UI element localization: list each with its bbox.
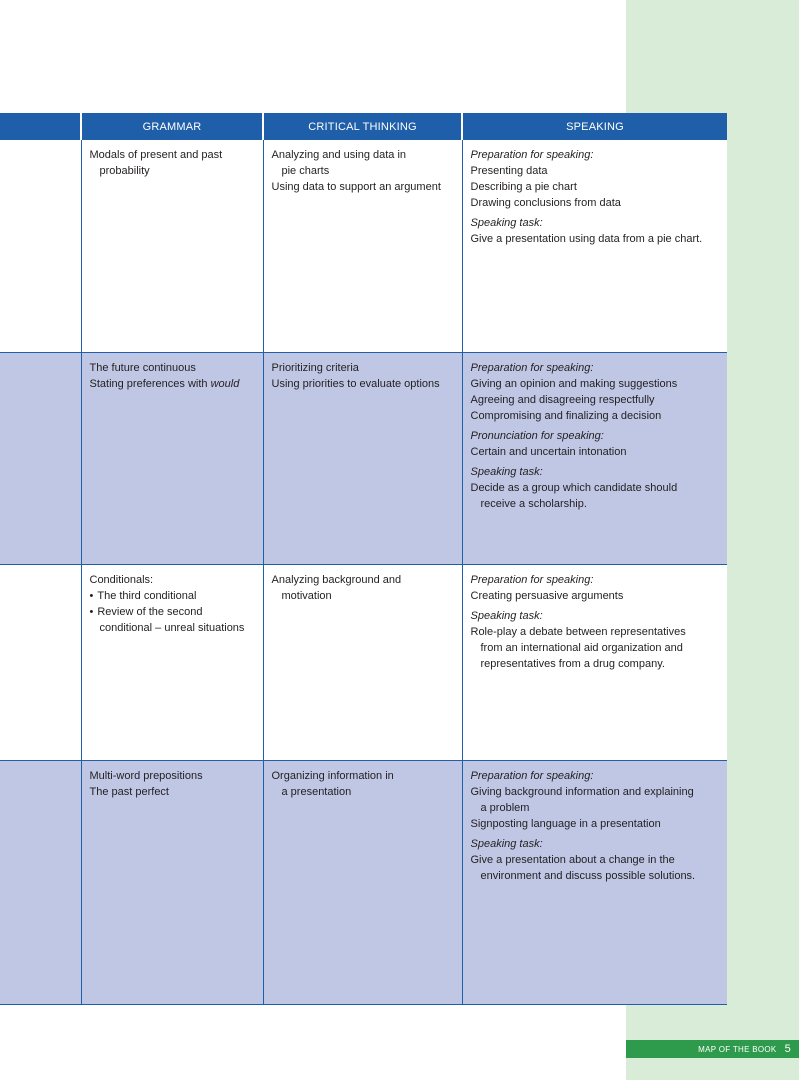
critical-line: Using data to support an argument bbox=[271, 181, 441, 193]
critical-line: a presentation bbox=[281, 785, 352, 798]
task-line: representatives from a drug company. bbox=[480, 657, 665, 670]
grammar-line: probability bbox=[99, 165, 150, 177]
grammar-line: Multi-word prepositions bbox=[89, 769, 203, 782]
critical-thinking-cell bbox=[263, 564, 462, 760]
task-line: Role-play a debate between representatives bbox=[470, 625, 686, 638]
critical-line: Analyzing background and bbox=[271, 573, 402, 586]
task-line: from an international aid organization and bbox=[480, 641, 683, 654]
grammar-line: Conditionals: bbox=[89, 573, 154, 586]
grammar-cell bbox=[81, 140, 263, 352]
grammar-line bbox=[90, 376, 257, 392]
critical-line: Using priorities to evaluate options bbox=[271, 377, 440, 390]
grammar-line: The past perfect bbox=[89, 785, 169, 798]
grammar-italic-word: would bbox=[210, 377, 240, 390]
prep-label: Preparation for speaking: bbox=[470, 361, 594, 374]
prep-label: Preparation for speaking: bbox=[470, 573, 594, 586]
prep-item: Signposting language in a presentation bbox=[470, 817, 661, 830]
pronunciation-label: Pronunciation for speaking: bbox=[470, 429, 604, 442]
unit-cell bbox=[0, 140, 81, 352]
table-row bbox=[0, 140, 727, 352]
prep-item: Presenting data bbox=[470, 165, 548, 177]
grammar-text: Stating preferences with bbox=[89, 377, 211, 390]
speaking-cell bbox=[462, 140, 727, 352]
prep-label: Preparation for speaking: bbox=[470, 769, 594, 782]
critical-line: Analyzing and using data in bbox=[271, 149, 407, 161]
prep-label: Preparation for speaking: bbox=[470, 149, 594, 161]
speaking-cell bbox=[462, 352, 727, 564]
task-line: environment and discuss possible solutions. bbox=[480, 869, 696, 882]
task-label: Speaking task: bbox=[470, 465, 543, 478]
prep-item: a problem bbox=[480, 801, 530, 814]
unit-cell bbox=[0, 352, 81, 564]
grammar-line: conditional – unreal situations bbox=[99, 621, 245, 634]
map-of-book-table bbox=[0, 113, 727, 1005]
task-line: Give a presentation about a change in the bbox=[470, 853, 675, 866]
prep-item: Compromising and finalizing a decision bbox=[470, 409, 662, 422]
task-line: receive a scholarship. bbox=[480, 497, 587, 510]
header-critical-thinking: CRITICAL THINKING bbox=[263, 113, 462, 140]
grammar-line: The future continuous bbox=[89, 361, 196, 374]
grammar-bullet: • Review of the second bbox=[90, 604, 257, 620]
task-line: Decide as a group which candidate should bbox=[470, 481, 678, 494]
header-row bbox=[0, 113, 727, 140]
critical-thinking-cell bbox=[263, 140, 462, 352]
critical-line: motivation bbox=[281, 589, 332, 602]
grammar-bullet: • The third conditional bbox=[90, 588, 257, 604]
speaking-cell bbox=[462, 760, 727, 1004]
prep-item: Giving background information and explaining bbox=[470, 785, 694, 798]
table-row bbox=[0, 352, 727, 564]
page-number: 5 bbox=[784, 1043, 791, 1055]
critical-line: Organizing information in bbox=[271, 769, 394, 782]
task-label: Speaking task: bbox=[470, 609, 543, 622]
task-label: Speaking task: bbox=[470, 837, 543, 850]
table-row bbox=[0, 564, 727, 760]
task-line: Give a presentation using data from a pie chart. bbox=[470, 233, 703, 245]
prep-item: Creating persuasive arguments bbox=[470, 589, 624, 602]
grammar-cell bbox=[81, 352, 263, 564]
header-grammar: GRAMMAR bbox=[81, 113, 263, 140]
critical-thinking-cell bbox=[263, 760, 462, 1004]
critical-line: pie charts bbox=[281, 165, 330, 177]
prep-item: Describing a pie chart bbox=[470, 181, 577, 193]
speaking-cell bbox=[462, 564, 727, 760]
header-speaking: SPEAKING bbox=[462, 113, 727, 140]
prep-item: Agreeing and disagreeing respectfully bbox=[470, 393, 655, 406]
grammar-cell bbox=[81, 564, 263, 760]
grammar-cell bbox=[81, 760, 263, 1004]
header-cell-blank bbox=[0, 113, 81, 140]
critical-line: Prioritizing criteria bbox=[271, 361, 359, 374]
prep-item: Drawing conclusions from data bbox=[470, 197, 621, 209]
footer-bar bbox=[626, 1040, 799, 1058]
unit-cell bbox=[0, 760, 81, 1004]
task-label: Speaking task: bbox=[470, 217, 543, 229]
table-row bbox=[0, 760, 727, 1004]
footer-section-title: MAP OF THE BOOK bbox=[698, 1044, 777, 1054]
unit-cell bbox=[0, 564, 81, 760]
grammar-line: Modals of present and past bbox=[89, 149, 223, 161]
critical-thinking-cell bbox=[263, 352, 462, 564]
pronunciation-item: Certain and uncertain intonation bbox=[470, 445, 627, 458]
prep-item: Giving an opinion and making suggestions bbox=[470, 377, 678, 390]
